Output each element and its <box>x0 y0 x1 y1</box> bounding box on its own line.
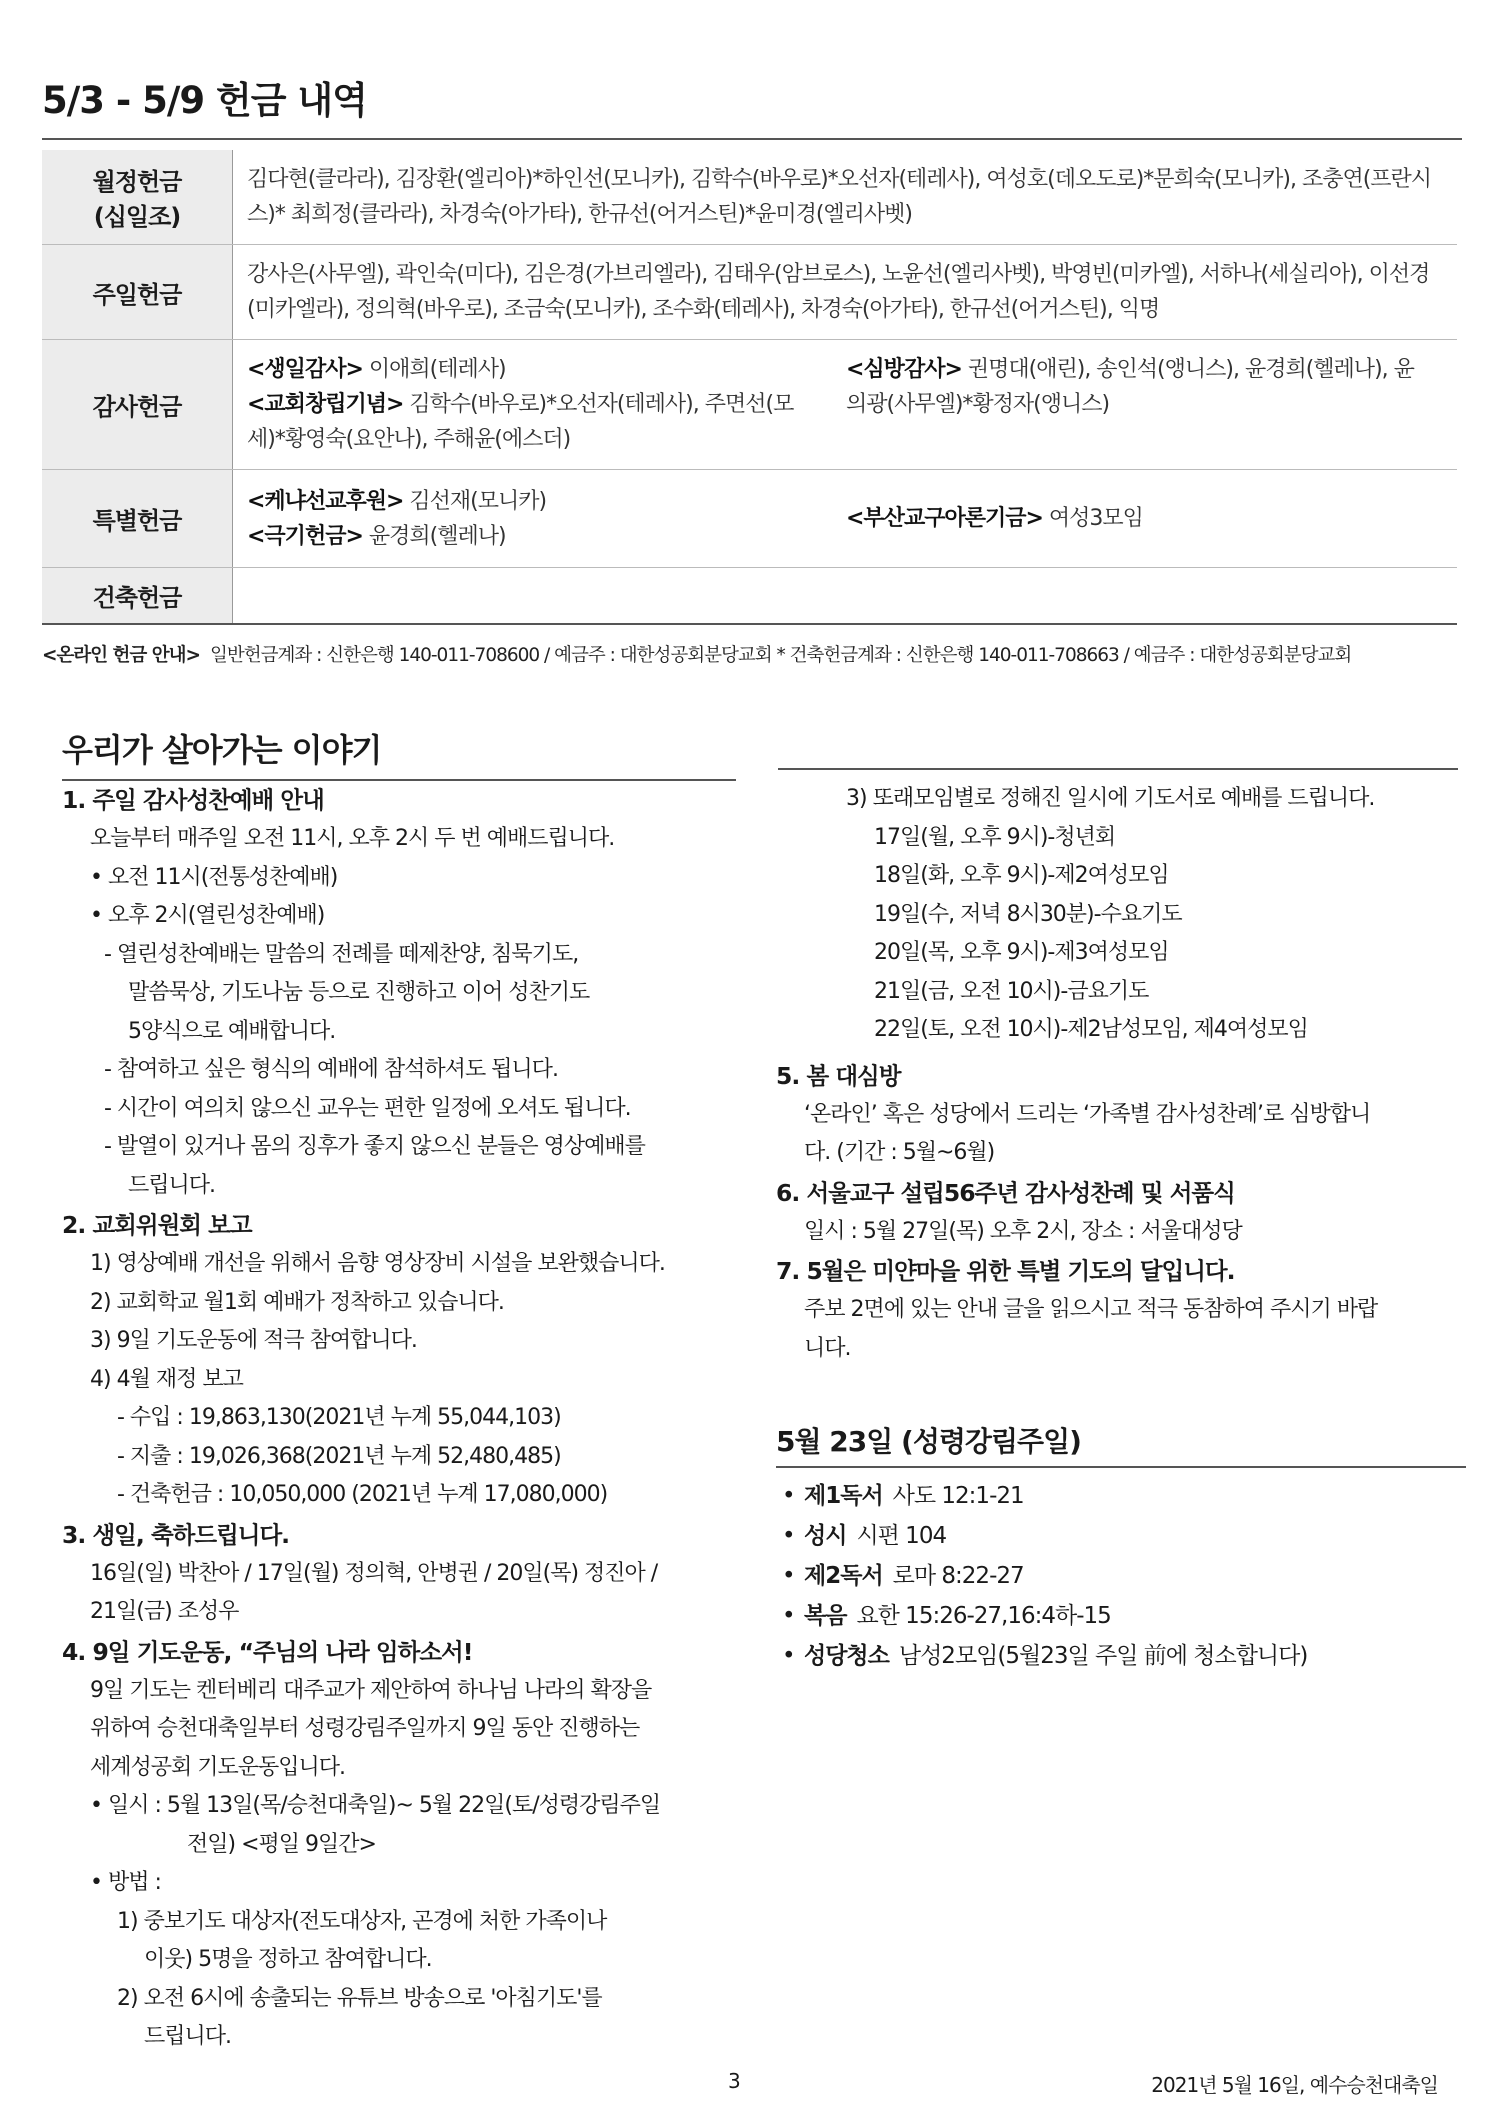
finance-line: - 건축헌금 : 10,050,000 (2021년 누계 17,080,000) <box>117 1482 608 1507</box>
news-text: - 참여하고 싶은 형식의 예배에 참석하셔도 됩니다. <box>104 1057 558 1082</box>
offering-donors: 윤경희(헬레나) <box>368 523 506 549</box>
news-text: 3) 9일 기도운동에 적극 참여합니다. <box>90 1328 417 1353</box>
offering-names <box>233 470 1458 568</box>
reading-text: 로마 8:22-27 <box>892 1563 1024 1589</box>
news-text: - 발열이 있거나 몸의 징후가 좋지 않으신 분들은 영상예배를 <box>104 1134 645 1159</box>
news-text: 5양식으로 예배합니다. <box>128 1018 336 1044</box>
offering-donors: 여성3모임 <box>1048 506 1143 531</box>
schedule-item: 18일(화, 오후 9시)-제2여성모임 <box>874 863 1169 888</box>
reading-label: 성시 <box>804 1523 847 1549</box>
news-text: 2) 교회학교 월1회 예배가 정착하고 있습니다. <box>90 1289 504 1315</box>
news-text: 4) 4월 재정 보고 <box>90 1366 243 1392</box>
offering-row-thanks <box>42 340 1457 470</box>
news-text: 9일 기도는 켄터베리 대주교가 제안하여 하나님 나라의 확장을 <box>90 1677 652 1703</box>
news-bullet: • 오전 11시(전통성찬예배) <box>90 864 338 890</box>
bullet-icon: • <box>782 1563 795 1589</box>
news-heading: 1. 주일 감사성찬예배 안내 <box>62 786 324 814</box>
reading-label: 제2독서 <box>804 1563 883 1589</box>
news-text: 오늘부터 매주일 오전 11시, 오후 2시 두 번 예배드립니다. <box>90 826 615 851</box>
news-heading: 6. 서울교구 설립56주년 감사성찬례 및 서품식 <box>776 1178 1235 1207</box>
page-number: 3 <box>728 2069 741 2093</box>
offering-category: 특별헌금 <box>42 470 233 568</box>
reading-label: 성당청소 <box>804 1643 889 1669</box>
news-bullet: • 방법 : <box>90 1870 161 1895</box>
offering-table <box>42 150 1457 625</box>
reading-item <box>776 1556 1466 1596</box>
reading-item <box>776 1596 1466 1636</box>
offering-tag: <극기헌금> <box>247 523 363 549</box>
news-text: ‘온라인’ 혹은 성당에서 드리는 ‘가족별 감사성찬례’로 심방합니 <box>804 1101 1371 1127</box>
schedule-item: 19일(수, 저녁 8시30분)-수요기도 <box>874 901 1182 927</box>
reading-text: 요한 15:26-27,16:4하-15 <box>856 1603 1111 1629</box>
schedule-item: 17일(월, 오후 9시)-청년회 <box>874 824 1116 850</box>
offering-names <box>233 340 1458 470</box>
reading-label: 제1독서 <box>804 1483 883 1509</box>
news-heading: 7. 5월은 미얀마을 위한 특별 기도의 달입니다. <box>776 1257 1235 1285</box>
news-text: 드립니다. <box>128 1172 216 1198</box>
offering-donors: 권명대(애린), 송인석(앵니스), 윤경희(헬레나), 윤의광(사무엘)*황정자(앵니스) <box>846 357 1414 417</box>
category-label: 월정헌금 <box>92 168 182 196</box>
section-title: 우리가 살아가는 이야기 <box>62 725 736 781</box>
news-text: 말씀묵상, 기도나눔 등으로 진행하고 이어 성찬기도 <box>128 980 590 1005</box>
schedule-item: 20일(목, 오후 9시)-제3여성모임 <box>874 940 1169 965</box>
finance-line: - 지출 : 19,026,368(2021년 누계 52,480,485) <box>117 1443 561 1469</box>
news-text: - 시간이 여의치 않으신 교우는 편한 일정에 오셔도 됩니다. <box>104 1095 631 1121</box>
reading-text: 사도 12:1-21 <box>892 1483 1024 1509</box>
offering-row-building <box>42 568 1457 624</box>
news-column-right <box>776 780 1466 1676</box>
reading-item <box>776 1516 1466 1556</box>
offering-category: 건축헌금 <box>42 568 233 624</box>
reading-label: 복음 <box>804 1603 847 1629</box>
news-heading: 3. 생일, 축하드립니다. <box>62 1520 290 1549</box>
news-text: 니다. <box>804 1335 851 1361</box>
news-text: 전일) <평일 9일간> <box>187 1831 376 1857</box>
bullet-icon: • <box>782 1603 795 1629</box>
offering-category: 주일헌금 <box>42 245 233 340</box>
next-sunday-title: 5월 23일 (성령강림주일) <box>776 1420 1466 1468</box>
news-bullet: • 일시 : 5월 13일(목/승천대축일)~ 5월 22일(토/성령강림주일 <box>90 1793 661 1818</box>
online-guide-label: <온라인 헌금 안내> <box>42 645 200 666</box>
offering-donors: 김학수(바우로)*오선자(테레사), 주면선(모세)*황영숙(요안나), 주해윤(에스더) <box>247 392 794 452</box>
news-text: 1) 영상예배 개선을 위해서 음향 영상장비 시설을 보완했습니다. <box>90 1251 665 1276</box>
page-title: 5/3 - 5/9 헌금 내역 <box>42 70 1462 140</box>
offering-tag: <부산교구아론기금> <box>846 506 1043 531</box>
reading-list <box>776 1476 1466 1676</box>
news-text: 21일(금) 조성우 <box>90 1599 239 1624</box>
offering-row-sunday <box>42 245 1457 340</box>
divider <box>778 768 1458 770</box>
offering-tag: <교회창립기념> <box>247 392 404 417</box>
news-column-left <box>62 780 742 2057</box>
footer-date: 2021년 5월 16일, 예수승천대축일 <box>1151 2073 1438 2097</box>
news-text: - 열린성찬예배는 말씀의 전례를 떼제찬양, 침묵기도, <box>104 941 579 967</box>
reading-text: 남성2모임(5월23일 주일 前에 청소합니다) <box>898 1643 1308 1669</box>
news-bullet: • 오후 2시(열린성찬예배) <box>90 903 325 928</box>
news-text: 다. (기간 : 5월~6월) <box>804 1140 995 1165</box>
offering-donors: 이애희(테레사) <box>368 357 506 382</box>
offering-tag: <심방감사> <box>846 357 962 382</box>
reading-item <box>776 1636 1466 1676</box>
online-guide-text: 일반헌금계좌 : 신한은행 140-011-708600 / 예금주 : 대한성공회분당교회 * 건축헌금계좌 : 신한은행 140-011-708663 / 예금주 : 대한성공회분당교회 <box>209 645 1352 666</box>
offering-category <box>42 150 233 245</box>
news-text: 이웃) 5명을 정하고 참여합니다. <box>144 1947 432 1972</box>
reading-text: 시편 104 <box>856 1523 947 1549</box>
news-text: 1) 중보기도 대상자(전도대상자, 곤경에 처한 가족이나 <box>117 1908 607 1934</box>
offering-row-special <box>42 470 1457 568</box>
reading-item <box>776 1476 1466 1516</box>
finance-line: - 수입 : 19,863,130(2021년 누계 55,044,103) <box>117 1405 561 1430</box>
news-text: 2) 오전 6시에 송출되는 유튜브 방송으로 '아침기도'를 <box>117 1985 602 2011</box>
news-text: 16일(일) 박찬아 / 17일(월) 정의혁, 안병권 / 20일(목) 정진아 / <box>90 1560 658 1586</box>
bullet-icon: • <box>782 1523 795 1549</box>
offering-names: 김다현(클라라), 김장환(엘리아)*하인선(모니카), 김학수(바우로)*오선자(테레사), 여성호(데오도로)*문희숙(모니카), 조충연(프란시스)* 최희정(클라라), 차경숙(아가타), 한규선(어거스틴)*윤미경(엘리사벳) <box>233 150 1458 245</box>
offering-names: 강사은(사무엘), 곽인숙(미다), 김은경(가브리엘라), 김태우(암브로스), 노윤선(엘리사벳), 박영빈(미카엘), 서하나(세실리아), 이선경(미카엘라), 정의혁(바우로), 조금숙(모니카), 조수화(테레사), 차경숙(아가타), 한규선(어거스틴), 익명 <box>233 245 1458 340</box>
offering-names <box>233 568 1458 624</box>
offering-row-monthly <box>42 150 1457 245</box>
offering-donors: 김선재(모니카) <box>409 488 547 514</box>
offering-tag: <케냐선교후원> <box>247 488 404 514</box>
news-text: 일시 : 5월 27일(목) 오후 2시, 장소 : 서울대성당 <box>804 1218 1242 1244</box>
bullet-icon: • <box>782 1643 795 1669</box>
offering-tag: <생일감사> <box>247 357 363 382</box>
news-text: 위하여 승천대축일부터 성령강림주일까지 9일 동안 진행하는 <box>90 1716 640 1741</box>
schedule-item: 21일(금, 오전 10시)-금요기도 <box>874 978 1149 1004</box>
news-heading: 4. 9일 기도운동, “주님의 나라 임하소서! <box>62 1637 473 1666</box>
offering-category: 감사헌금 <box>42 340 233 470</box>
news-text: 주보 2면에 있는 안내 글을 읽으시고 적극 동참하여 주시기 바랍 <box>804 1297 1378 1322</box>
bullet-icon: • <box>782 1483 795 1509</box>
news-heading: 2. 교회위원회 보고 <box>62 1211 252 1239</box>
news-heading: 5. 봄 대심방 <box>776 1061 901 1090</box>
online-offering-guide <box>42 641 1482 667</box>
news-text: 세계성공회 기도운동입니다. <box>90 1754 346 1780</box>
news-text: 3) 또래모임별로 정해진 일시에 기도서로 예배를 드립니다. <box>846 786 1375 811</box>
news-text: 드립니다. <box>144 2024 232 2049</box>
schedule-item: 22일(토, 오전 10시)-제2남성모임, 제4여성모임 <box>874 1017 1308 1042</box>
category-sublabel: (십일조) <box>93 203 181 231</box>
